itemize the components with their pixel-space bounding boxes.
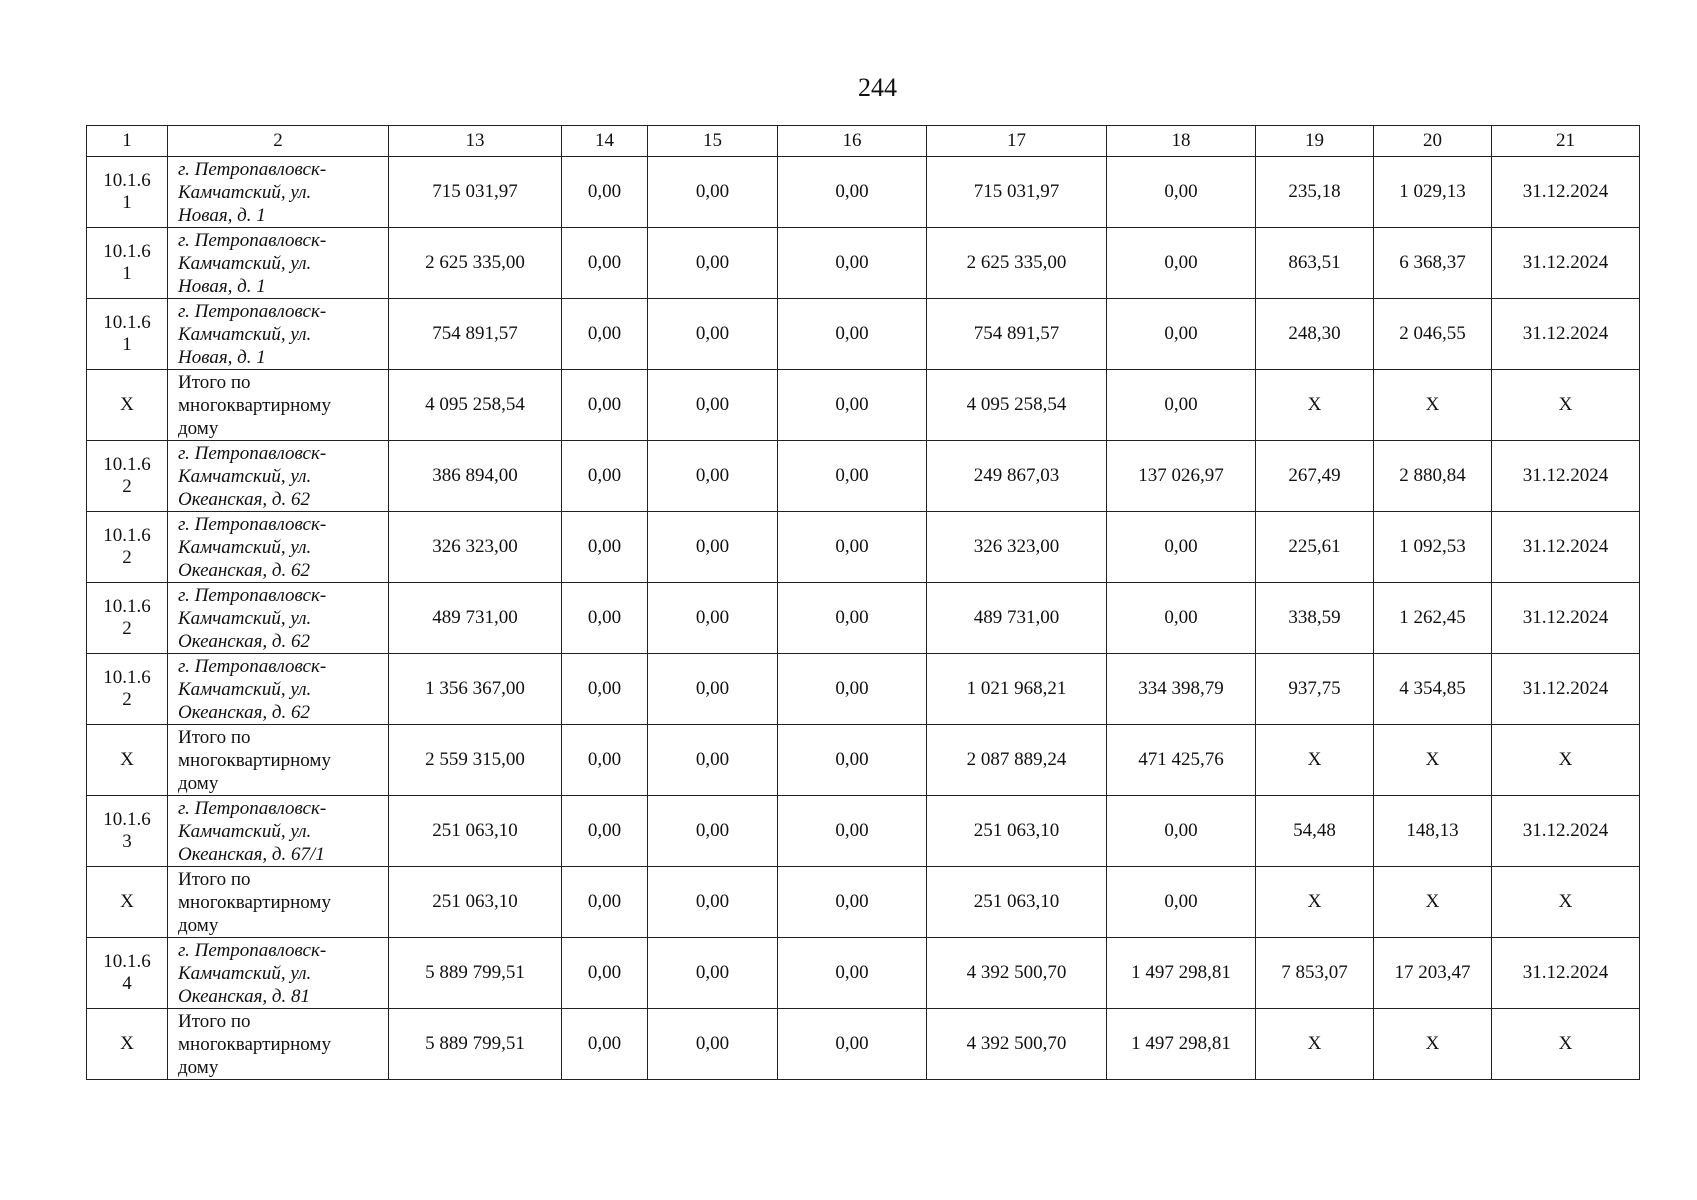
value-cell: 2 625 335,00 — [927, 228, 1107, 299]
value-cell: 754 891,57 — [927, 299, 1107, 370]
value-cell: X — [1492, 370, 1640, 441]
value-cell: 31.12.2024 — [1492, 583, 1640, 654]
value-cell: 0,00 — [648, 583, 778, 654]
column-header: 18 — [1107, 126, 1256, 157]
value-cell: 1 021 968,21 — [927, 654, 1107, 725]
address-cell: г. Петропавловск- Камчатский, ул. Океанская, д. 62 — [168, 654, 389, 725]
table-row — [87, 441, 1640, 512]
value-cell: 17 203,47 — [1374, 938, 1492, 1009]
value-cell: 0,00 — [1107, 228, 1256, 299]
value-cell: 326 323,00 — [927, 512, 1107, 583]
value-cell: 715 031,97 — [389, 157, 562, 228]
page-number: 244 — [858, 73, 897, 102]
address-cell: г. Петропавловск- Камчатский, ул. Океанская, д. 62 — [168, 512, 389, 583]
value-cell: X — [1256, 867, 1374, 938]
address-cell: Итого по многоквартирному дому — [168, 725, 389, 796]
value-cell: 251 063,10 — [389, 796, 562, 867]
value-cell: 2 087 889,24 — [927, 725, 1107, 796]
row-number-cell: 10.1.6 1 — [87, 157, 168, 228]
value-cell: 0,00 — [648, 157, 778, 228]
value-cell: 1 356 367,00 — [389, 654, 562, 725]
value-cell: 31.12.2024 — [1492, 441, 1640, 512]
value-cell: 31.12.2024 — [1492, 157, 1640, 228]
value-cell: X — [1256, 1009, 1374, 1080]
row-number-cell: 10.1.6 2 — [87, 441, 168, 512]
value-cell: 2 559 315,00 — [389, 725, 562, 796]
value-cell: 251 063,10 — [927, 867, 1107, 938]
value-cell: 148,13 — [1374, 796, 1492, 867]
row-number-cell: 10.1.6 1 — [87, 228, 168, 299]
value-cell: 1 029,13 — [1374, 157, 1492, 228]
value-cell: 0,00 — [778, 867, 927, 938]
value-cell: 326 323,00 — [389, 512, 562, 583]
subtotal-row — [87, 370, 1640, 441]
value-cell: 0,00 — [648, 441, 778, 512]
value-cell: 251 063,10 — [389, 867, 562, 938]
value-cell: 4 354,85 — [1374, 654, 1492, 725]
address-cell: г. Петропавловск- Камчатский, ул. Новая, д. 1 — [168, 228, 389, 299]
value-cell: 0,00 — [562, 157, 648, 228]
table-header-row — [87, 126, 1640, 157]
value-cell: 0,00 — [778, 512, 927, 583]
value-cell: 0,00 — [778, 938, 927, 1009]
address-cell: г. Петропавловск- Камчатский, ул. Океанская, д. 62 — [168, 441, 389, 512]
value-cell: 0,00 — [562, 299, 648, 370]
value-cell: 0,00 — [1107, 299, 1256, 370]
value-cell: 863,51 — [1256, 228, 1374, 299]
value-cell: 0,00 — [562, 583, 648, 654]
value-cell: 0,00 — [562, 867, 648, 938]
value-cell: 0,00 — [778, 583, 927, 654]
table-row — [87, 512, 1640, 583]
value-cell: 0,00 — [1107, 157, 1256, 228]
value-cell: X — [1374, 1009, 1492, 1080]
address-cell: Итого по многоквартирному дому — [168, 370, 389, 441]
value-cell: 31.12.2024 — [1492, 654, 1640, 725]
value-cell: 0,00 — [562, 796, 648, 867]
address-cell: г. Петропавловск- Камчатский, ул. Новая, д. 1 — [168, 299, 389, 370]
value-cell: 235,18 — [1256, 157, 1374, 228]
value-cell: 31.12.2024 — [1492, 228, 1640, 299]
value-cell: 0,00 — [778, 157, 927, 228]
value-cell: 54,48 — [1256, 796, 1374, 867]
value-cell: 225,61 — [1256, 512, 1374, 583]
column-header: 16 — [778, 126, 927, 157]
column-header: 14 — [562, 126, 648, 157]
value-cell: 5 889 799,51 — [389, 938, 562, 1009]
value-cell: 267,49 — [1256, 441, 1374, 512]
subtotal-row — [87, 867, 1640, 938]
column-header: 2 — [168, 126, 389, 157]
address-cell: г. Петропавловск- Камчатский, ул. Океанская, д. 81 — [168, 938, 389, 1009]
value-cell: 754 891,57 — [389, 299, 562, 370]
value-cell: 0,00 — [562, 228, 648, 299]
column-header: 17 — [927, 126, 1107, 157]
subtotal-row — [87, 725, 1640, 796]
value-cell: 0,00 — [648, 867, 778, 938]
address-cell: г. Петропавловск- Камчатский, ул. Океанская, д. 67/1 — [168, 796, 389, 867]
value-cell: 31.12.2024 — [1492, 512, 1640, 583]
table-row — [87, 157, 1640, 228]
table-row — [87, 796, 1640, 867]
row-number-cell: 10.1.6 2 — [87, 654, 168, 725]
value-cell: 31.12.2024 — [1492, 938, 1640, 1009]
value-cell: X — [1256, 370, 1374, 441]
row-number-cell: 10.1.6 2 — [87, 512, 168, 583]
value-cell: 0,00 — [562, 1009, 648, 1080]
value-cell: 0,00 — [778, 299, 927, 370]
value-cell: X — [1374, 725, 1492, 796]
value-cell: 0,00 — [778, 1009, 927, 1080]
value-cell: 0,00 — [648, 512, 778, 583]
table-row — [87, 654, 1640, 725]
value-cell: 715 031,97 — [927, 157, 1107, 228]
table-row — [87, 938, 1640, 1009]
address-cell: Итого по многоквартирному дому — [168, 867, 389, 938]
value-cell: 2 625 335,00 — [389, 228, 562, 299]
table-body — [87, 157, 1640, 1080]
value-cell: 0,00 — [648, 299, 778, 370]
table-row — [87, 228, 1640, 299]
value-cell: 0,00 — [562, 370, 648, 441]
value-cell: 4 095 258,54 — [389, 370, 562, 441]
value-cell: 6 368,37 — [1374, 228, 1492, 299]
value-cell: 1 092,53 — [1374, 512, 1492, 583]
value-cell: 0,00 — [648, 796, 778, 867]
value-cell: 338,59 — [1256, 583, 1374, 654]
column-header: 15 — [648, 126, 778, 157]
table-row — [87, 583, 1640, 654]
value-cell: 0,00 — [562, 938, 648, 1009]
column-header: 1 — [87, 126, 168, 157]
value-cell: 251 063,10 — [927, 796, 1107, 867]
value-cell: 937,75 — [1256, 654, 1374, 725]
value-cell: 489 731,00 — [389, 583, 562, 654]
value-cell: 0,00 — [778, 441, 927, 512]
row-number-cell: X — [87, 867, 168, 938]
value-cell: 334 398,79 — [1107, 654, 1256, 725]
value-cell: 0,00 — [562, 654, 648, 725]
value-cell: 0,00 — [778, 370, 927, 441]
value-cell: 137 026,97 — [1107, 441, 1256, 512]
value-cell: X — [1374, 867, 1492, 938]
row-number-cell: 10.1.6 1 — [87, 299, 168, 370]
value-cell: 1 497 298,81 — [1107, 938, 1256, 1009]
value-cell: 31.12.2024 — [1492, 299, 1640, 370]
value-cell: 0,00 — [648, 654, 778, 725]
value-cell: 386 894,00 — [389, 441, 562, 512]
table-row — [87, 299, 1640, 370]
column-header: 13 — [389, 126, 562, 157]
row-number-cell: 10.1.6 3 — [87, 796, 168, 867]
value-cell: 4 392 500,70 — [927, 1009, 1107, 1080]
value-cell: 7 853,07 — [1256, 938, 1374, 1009]
value-cell: 1 497 298,81 — [1107, 1009, 1256, 1080]
value-cell: 4 095 258,54 — [927, 370, 1107, 441]
value-cell: X — [1374, 370, 1492, 441]
value-cell: 0,00 — [648, 725, 778, 796]
value-cell: 471 425,76 — [1107, 725, 1256, 796]
value-cell: 2 046,55 — [1374, 299, 1492, 370]
value-cell: 0,00 — [778, 796, 927, 867]
value-cell: 0,00 — [1107, 867, 1256, 938]
value-cell: 0,00 — [648, 370, 778, 441]
data-table — [86, 125, 1640, 1080]
column-header: 21 — [1492, 126, 1640, 157]
value-cell: 0,00 — [562, 441, 648, 512]
column-header: 19 — [1256, 126, 1374, 157]
value-cell: 5 889 799,51 — [389, 1009, 562, 1080]
value-cell: 0,00 — [648, 228, 778, 299]
value-cell: X — [1492, 725, 1640, 796]
value-cell: 0,00 — [648, 1009, 778, 1080]
row-number-cell: X — [87, 1009, 168, 1080]
value-cell: 0,00 — [778, 228, 927, 299]
value-cell: 31.12.2024 — [1492, 796, 1640, 867]
row-number-cell: 10.1.6 2 — [87, 583, 168, 654]
value-cell: 249 867,03 — [927, 441, 1107, 512]
subtotal-row — [87, 1009, 1640, 1080]
value-cell: 1 262,45 — [1374, 583, 1492, 654]
value-cell: 0,00 — [562, 725, 648, 796]
value-cell: X — [1492, 867, 1640, 938]
value-cell: 4 392 500,70 — [927, 938, 1107, 1009]
value-cell: 0,00 — [1107, 370, 1256, 441]
row-number-cell: X — [87, 370, 168, 441]
value-cell: 0,00 — [1107, 583, 1256, 654]
address-cell: Итого по многоквартирному дому — [168, 1009, 389, 1080]
value-cell: 2 880,84 — [1374, 441, 1492, 512]
value-cell: X — [1256, 725, 1374, 796]
value-cell: 0,00 — [778, 725, 927, 796]
value-cell: 489 731,00 — [927, 583, 1107, 654]
value-cell: 248,30 — [1256, 299, 1374, 370]
value-cell: 0,00 — [562, 512, 648, 583]
address-cell: г. Петропавловск- Камчатский, ул. Новая, д. 1 — [168, 157, 389, 228]
column-header: 20 — [1374, 126, 1492, 157]
row-number-cell: X — [87, 725, 168, 796]
address-cell: г. Петропавловск- Камчатский, ул. Океанская, д. 62 — [168, 583, 389, 654]
value-cell: X — [1492, 1009, 1640, 1080]
value-cell: 0,00 — [1107, 512, 1256, 583]
value-cell: 0,00 — [1107, 796, 1256, 867]
value-cell: 0,00 — [778, 654, 927, 725]
row-number-cell: 10.1.6 4 — [87, 938, 168, 1009]
value-cell: 0,00 — [648, 938, 778, 1009]
